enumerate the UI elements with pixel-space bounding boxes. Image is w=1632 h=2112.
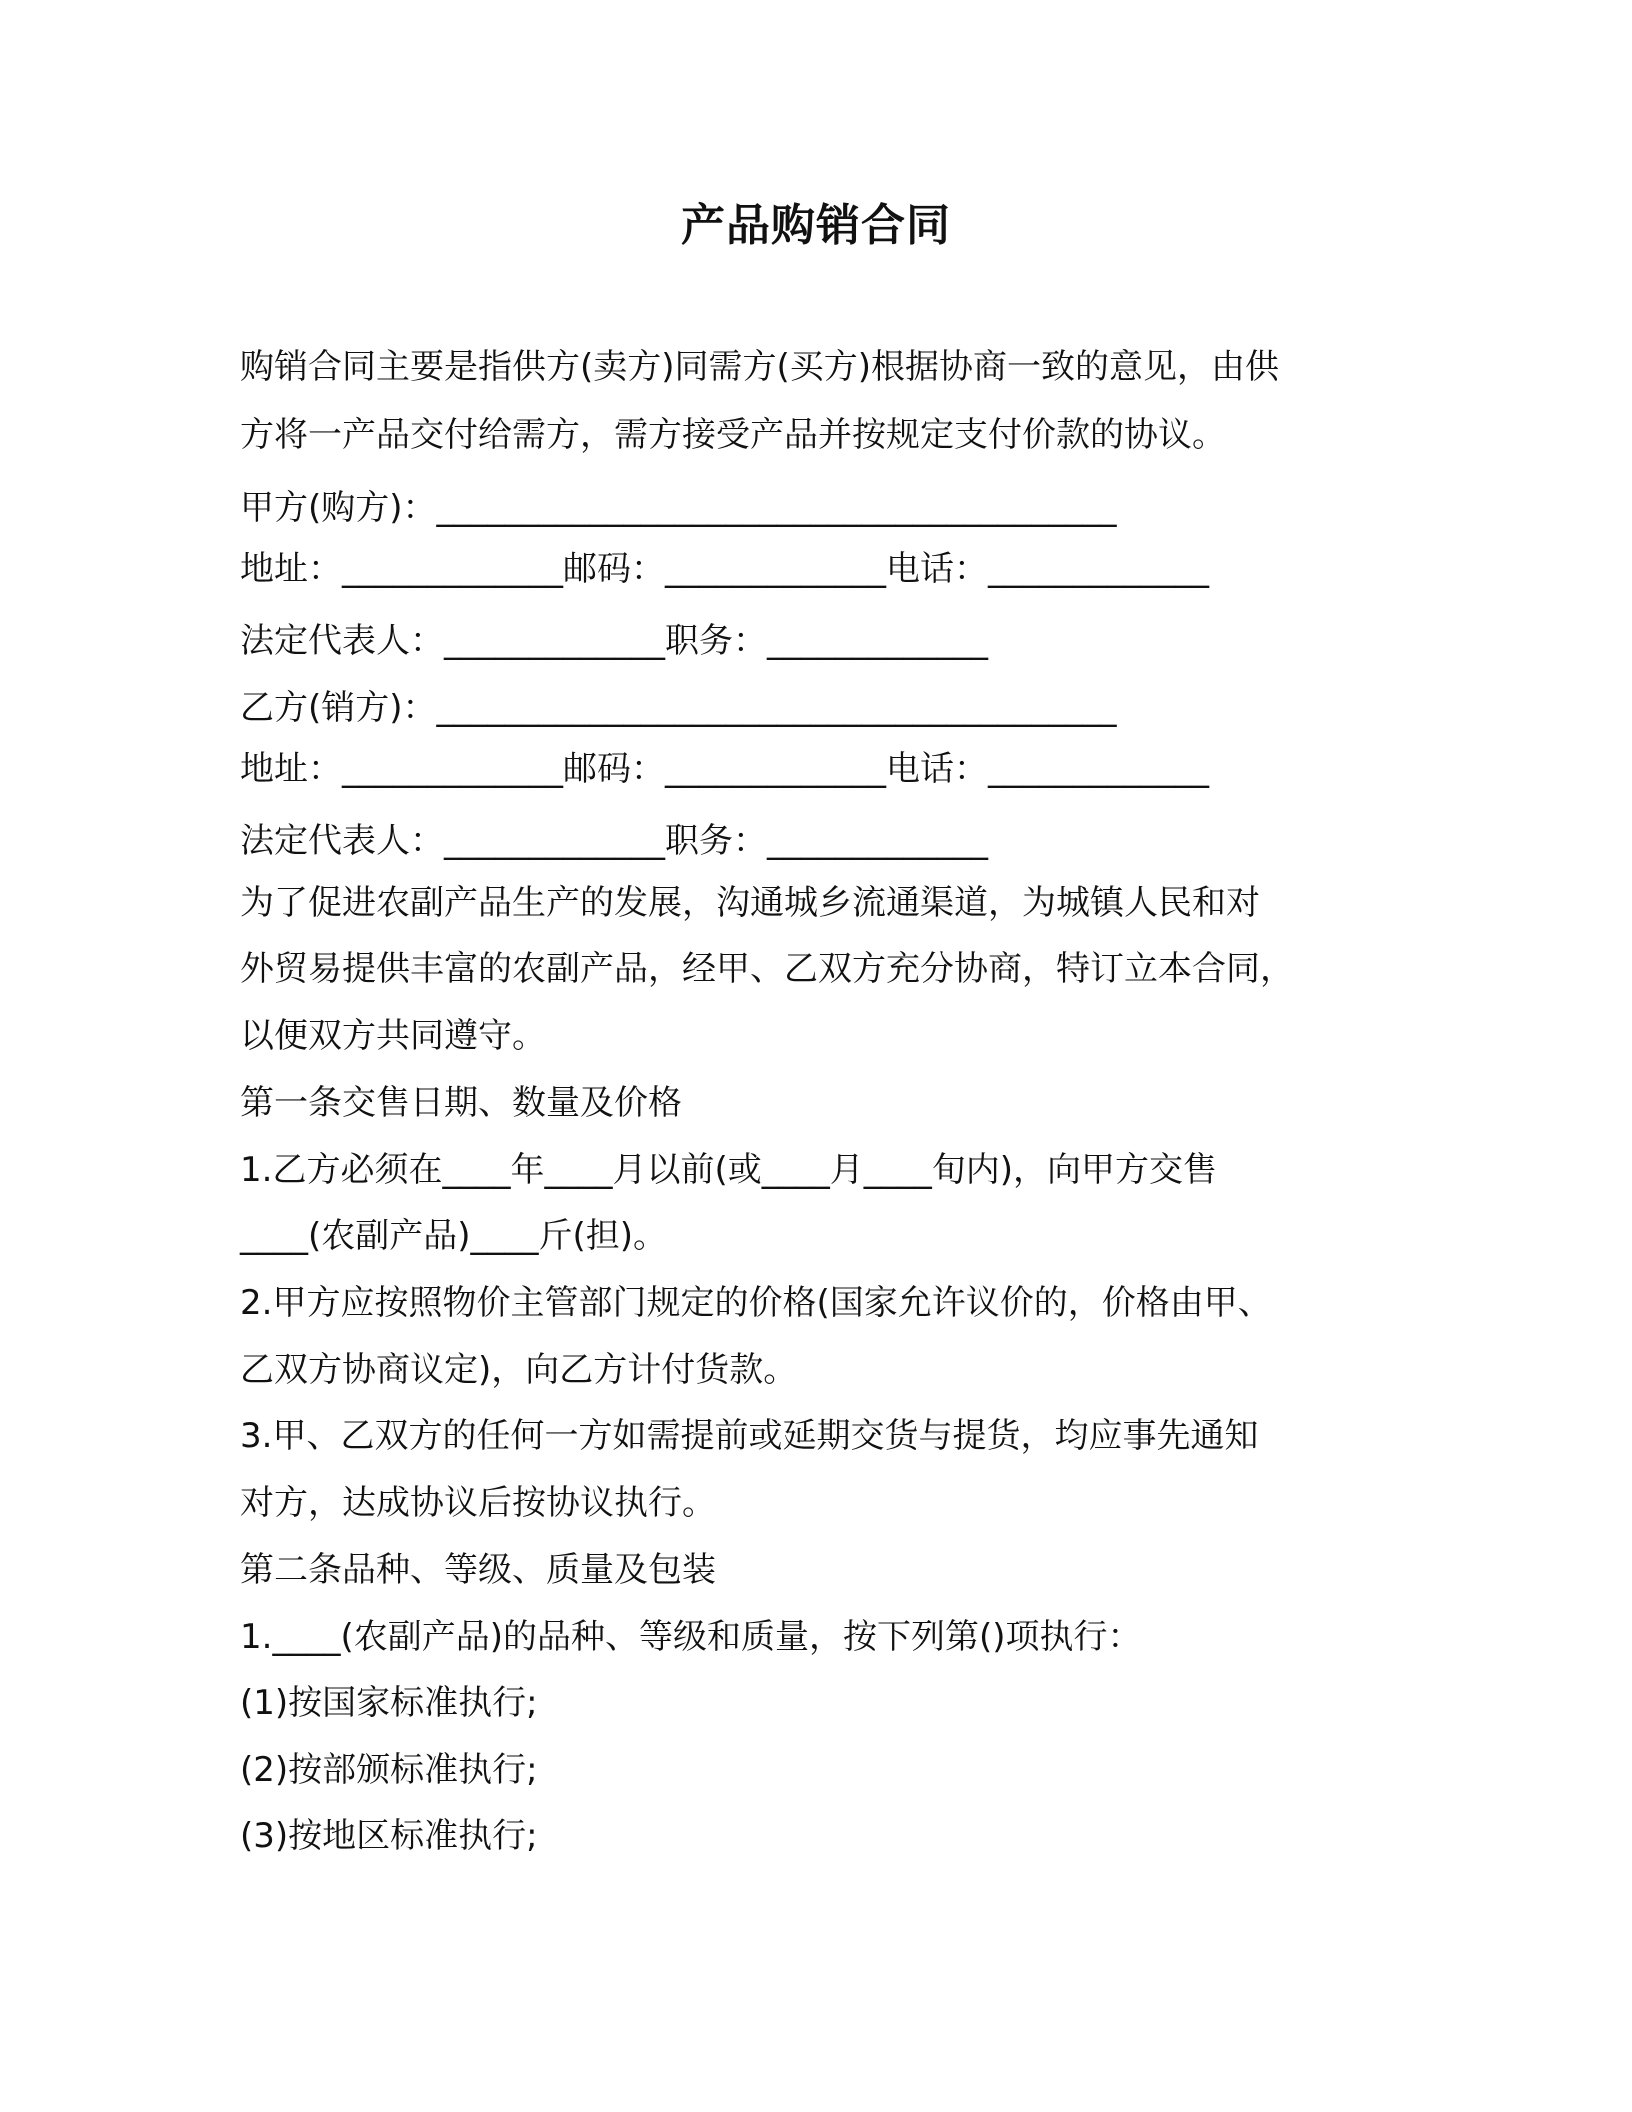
- article-1-heading: 第一条交售日期、数量及价格: [240, 1083, 682, 1123]
- article-2-option-1: (1)按国家标准执行;: [240, 1683, 538, 1723]
- article-2-heading: 第二条品种、等级、质量及包装: [240, 1550, 716, 1590]
- article-1-item-3-line-1: 3.甲、乙双方的任何一方如需提前或延期交货与提货，均应事先通知: [240, 1416, 1259, 1456]
- purpose-line-2: 外贸易提供丰富的农副产品，经甲、乙双方充分协商，特订立本合同，: [240, 949, 1294, 989]
- party-a-contact-fields: 地址：_____________邮码：_____________电话：_____________: [240, 549, 1209, 589]
- article-1-item-2-line-2: 乙双方协商议定)，向乙方计付货款。: [240, 1350, 798, 1390]
- purpose-line-3: 以便双方共同遵守。: [240, 1016, 546, 1056]
- article-2-option-3: (3)按地区标准执行;: [240, 1816, 538, 1856]
- purpose-line-1: 为了促进农副产品生产的发展，沟通城乡流通渠道，为城镇人民和对: [240, 883, 1260, 923]
- intro-line-1: 购销合同主要是指供方(卖方)同需方(买方)根据协商一致的意见，由供: [240, 347, 1280, 387]
- party-a-name-field: 甲方(购方)：________________________________________: [240, 488, 1117, 528]
- article-1-item-3-line-2: 对方，达成协议后按协议执行。: [240, 1483, 716, 1523]
- article-2-option-2: (2)按部颁标准执行;: [240, 1750, 538, 1790]
- party-b-name-field: 乙方(销方)：________________________________________: [240, 688, 1117, 728]
- party-b-contact-fields: 地址：_____________邮码：_____________电话：_____________: [240, 749, 1209, 789]
- party-a-representative-fields: 法定代表人：_____________职务：_____________: [240, 621, 988, 661]
- article-1-item-2-line-1: 2.甲方应按照物价主管部门规定的价格(国家允许议价的，价格由甲、: [240, 1283, 1272, 1323]
- article-1-item-1-line-1: 1.乙方必须在____年____月以前(或____月____旬内)，向甲方交售: [240, 1150, 1217, 1190]
- party-b-representative-fields: 法定代表人：_____________职务：_____________: [240, 821, 988, 861]
- document-title: 产品购销合同: [681, 200, 951, 251]
- article-1-item-1-line-2: ____(农副产品)____斤(担)。: [240, 1216, 668, 1256]
- intro-line-2: 方将一产品交付给需方，需方接受产品并按规定支付价款的协议。: [240, 415, 1226, 455]
- article-2-item-1: 1.____(农副产品)的品种、等级和质量，按下列第()项执行：: [240, 1617, 1142, 1657]
